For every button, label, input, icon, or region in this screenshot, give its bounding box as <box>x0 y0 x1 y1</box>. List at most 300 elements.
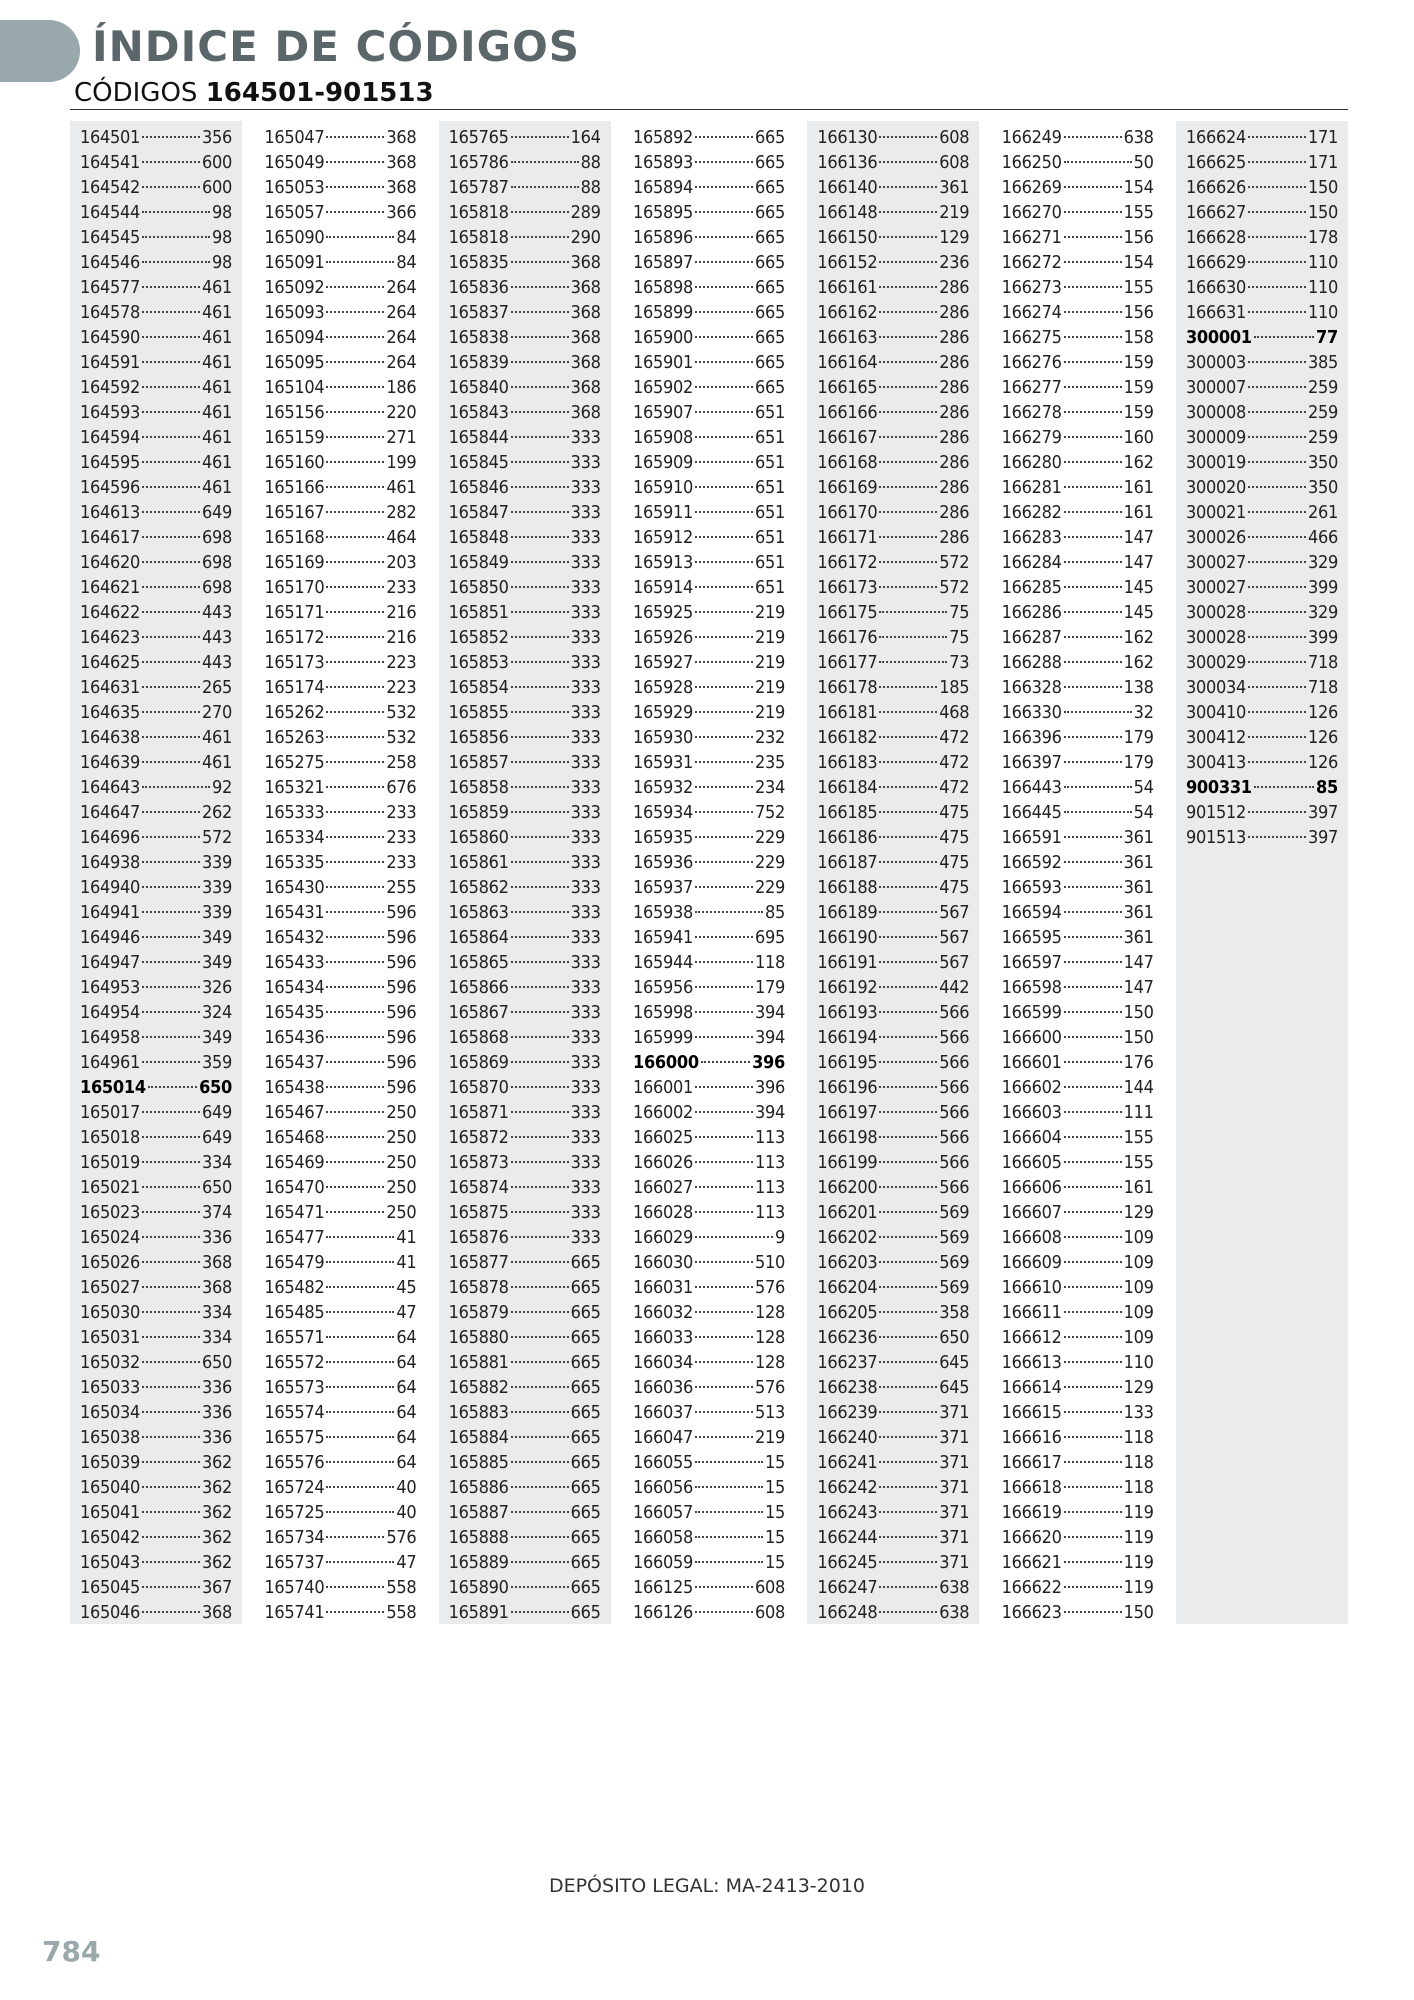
entry-code: 901512 <box>1185 802 1246 823</box>
entry-page: 264 <box>386 327 417 348</box>
entry-leader-dots <box>1248 636 1306 638</box>
entry-page: 651 <box>754 427 785 448</box>
index-entry <box>264 1375 416 1400</box>
entry-page: 567 <box>939 902 970 923</box>
entry-code: 166240 <box>817 1427 878 1448</box>
index-entry <box>80 1400 232 1425</box>
index-entry <box>1002 1100 1154 1125</box>
entry-page: 567 <box>939 927 970 948</box>
entry-leader-dots <box>326 911 384 913</box>
entry-code: 165467 <box>264 1102 325 1123</box>
index-entry <box>80 875 232 900</box>
entry-code: 165104 <box>264 377 325 398</box>
entry-leader-dots <box>142 1136 200 1138</box>
entry-leader-dots <box>879 686 937 688</box>
entry-code: 165941 <box>632 927 693 948</box>
entry-page: 349 <box>201 1027 232 1048</box>
index-entry <box>1002 725 1154 750</box>
entry-code: 300019 <box>1185 452 1246 473</box>
entry-code: 165999 <box>632 1027 693 1048</box>
entry-leader-dots <box>326 1136 384 1138</box>
index-entry <box>264 775 416 800</box>
entry-page: 368 <box>570 402 601 423</box>
entry-page: 47 <box>396 1552 417 1573</box>
entry-leader-dots <box>701 1061 750 1063</box>
index-entry <box>1002 1575 1154 1600</box>
entry-leader-dots <box>511 736 569 738</box>
entry-code: 166164 <box>817 352 878 373</box>
entry-code: 165014 <box>80 1077 146 1098</box>
entry-leader-dots <box>1248 436 1306 438</box>
entry-page: 333 <box>570 902 601 923</box>
entry-code: 165818 <box>448 227 509 248</box>
entry-page: 164 <box>570 127 601 148</box>
entry-leader-dots <box>142 511 200 513</box>
index-entry <box>633 700 785 725</box>
entry-leader-dots <box>695 736 753 738</box>
entry-code: 165740 <box>264 1577 325 1598</box>
index-entry <box>80 1575 232 1600</box>
entry-code: 165885 <box>448 1452 509 1473</box>
entry-code: 164961 <box>80 1052 141 1073</box>
entry-leader-dots <box>1248 836 1306 838</box>
entry-leader-dots <box>695 836 753 838</box>
entry-page: 333 <box>570 777 601 798</box>
index-entry <box>633 175 785 200</box>
entry-leader-dots <box>511 811 569 813</box>
index-entry <box>817 675 969 700</box>
entry-page: 569 <box>939 1202 970 1223</box>
entry-leader-dots <box>142 786 210 788</box>
entry-page: 333 <box>570 677 601 698</box>
entry-code: 164643 <box>80 777 141 798</box>
entry-leader-dots <box>142 1186 200 1188</box>
entry-page: 64 <box>396 1452 417 1473</box>
entry-leader-dots <box>142 336 200 338</box>
index-entry <box>80 700 232 725</box>
entry-page: 233 <box>386 577 417 598</box>
entry-page: 362 <box>201 1452 232 1473</box>
entry-leader-dots <box>326 1386 394 1388</box>
entry-page: 250 <box>386 1127 417 1148</box>
entry-leader-dots <box>695 436 753 438</box>
entry-page: 154 <box>1123 177 1154 198</box>
entry-leader-dots <box>142 436 200 438</box>
index-entry <box>633 475 785 500</box>
entry-leader-dots <box>511 1111 569 1113</box>
entry-code: 165334 <box>264 827 325 848</box>
entry-leader-dots <box>326 1511 394 1513</box>
index-entry <box>633 125 785 150</box>
index-entry <box>633 625 785 650</box>
entry-code: 165872 <box>448 1127 509 1148</box>
entry-page: 129 <box>1123 1202 1154 1223</box>
entry-code: 165900 <box>632 327 693 348</box>
entry-page: 385 <box>1307 352 1338 373</box>
entry-leader-dots <box>511 886 569 888</box>
entry-page: 219 <box>754 627 785 648</box>
index-entry <box>633 575 785 600</box>
index-entry <box>449 250 601 275</box>
index-entry <box>1186 775 1338 800</box>
entry-code: 165019 <box>80 1152 141 1173</box>
entry-leader-dots <box>142 211 210 213</box>
entry-leader-dots <box>879 336 937 338</box>
entry-leader-dots <box>1064 1161 1122 1163</box>
index-entry <box>80 125 232 150</box>
entry-code: 165875 <box>448 1202 509 1223</box>
entry-leader-dots <box>511 1236 569 1238</box>
entry-page: 566 <box>939 1027 970 1048</box>
entry-leader-dots <box>1248 761 1306 763</box>
entry-code: 166623 <box>1001 1602 1062 1623</box>
entry-leader-dots <box>326 836 384 838</box>
entry-page: 394 <box>754 1002 785 1023</box>
entry-leader-dots <box>511 611 569 613</box>
index-entry <box>633 600 785 625</box>
entry-leader-dots <box>326 436 384 438</box>
entry-page: 64 <box>396 1377 417 1398</box>
entry-leader-dots <box>1248 286 1306 288</box>
index-entry <box>449 625 601 650</box>
entry-page: 513 <box>754 1402 785 1423</box>
entry-page: 698 <box>201 527 232 548</box>
entry-leader-dots <box>879 1411 937 1413</box>
entry-page: 558 <box>386 1602 417 1623</box>
entry-page: 466 <box>1307 527 1338 548</box>
entry-code: 165864 <box>448 927 509 948</box>
index-entry <box>1002 1050 1154 1075</box>
entry-leader-dots <box>695 1211 753 1213</box>
entry-code: 166161 <box>817 277 878 298</box>
entry-page: 118 <box>1123 1452 1154 1473</box>
entry-leader-dots <box>879 1311 937 1313</box>
entry-code: 165912 <box>632 527 693 548</box>
entry-page: 329 <box>1307 552 1338 573</box>
entry-code: 166617 <box>1001 1452 1062 1473</box>
entry-leader-dots <box>511 411 569 413</box>
entry-page: 216 <box>386 627 417 648</box>
index-entry <box>264 1050 416 1075</box>
entry-code: 166593 <box>1001 877 1062 898</box>
entry-page: 472 <box>939 752 970 773</box>
index-entry <box>1186 175 1338 200</box>
entry-page: 113 <box>754 1127 785 1148</box>
entry-page: 333 <box>570 627 601 648</box>
entry-code: 165838 <box>448 327 509 348</box>
entry-leader-dots <box>879 1536 937 1538</box>
entry-leader-dots <box>511 1286 569 1288</box>
entry-code: 166203 <box>817 1252 878 1273</box>
entry-leader-dots <box>142 1486 200 1488</box>
index-entry <box>817 425 969 450</box>
index-entry <box>817 1375 969 1400</box>
entry-code: 166150 <box>817 227 878 248</box>
entry-page: 219 <box>754 652 785 673</box>
entry-code: 164595 <box>80 452 141 473</box>
index-entry <box>633 1025 785 1050</box>
entry-leader-dots <box>1064 1536 1122 1538</box>
entry-code: 165024 <box>80 1227 141 1248</box>
entry-page: 336 <box>201 1227 232 1248</box>
entry-leader-dots <box>695 336 753 338</box>
entry-code: 164635 <box>80 702 141 723</box>
entry-page: 333 <box>570 527 601 548</box>
index-column <box>70 121 242 1624</box>
entry-leader-dots <box>326 936 384 938</box>
index-entry <box>264 950 416 975</box>
page-title: ÍNDICE DE CÓDIGOS <box>92 22 581 71</box>
index-entry <box>817 925 969 950</box>
entry-page: 264 <box>386 277 417 298</box>
entry-code: 166136 <box>817 152 878 173</box>
index-entry <box>264 1525 416 1550</box>
entry-page: 665 <box>570 1252 601 1273</box>
entry-page: 161 <box>1123 502 1154 523</box>
entry-page: 250 <box>386 1152 417 1173</box>
index-entry <box>817 725 969 750</box>
entry-leader-dots <box>879 711 937 713</box>
entry-leader-dots <box>1248 211 1306 213</box>
entry-code: 166028 <box>632 1202 693 1223</box>
entry-leader-dots <box>142 636 200 638</box>
index-entry <box>633 500 785 525</box>
entry-code: 165938 <box>632 902 693 923</box>
entry-page: 333 <box>570 752 601 773</box>
entry-page: 472 <box>939 777 970 798</box>
index-entry <box>264 350 416 375</box>
entry-code: 165932 <box>632 777 693 798</box>
entry-code: 164545 <box>80 227 141 248</box>
index-entry <box>633 875 785 900</box>
entry-page: 475 <box>939 802 970 823</box>
entry-page: 333 <box>570 652 601 673</box>
entry-leader-dots <box>326 786 384 788</box>
index-entry <box>264 1425 416 1450</box>
entry-leader-dots <box>1248 686 1306 688</box>
index-entry <box>264 1025 416 1050</box>
index-entry <box>264 1225 416 1250</box>
index-entry <box>817 250 969 275</box>
entry-leader-dots <box>511 661 569 663</box>
entry-leader-dots <box>511 1086 569 1088</box>
index-entry <box>264 150 416 175</box>
entry-page: 368 <box>201 1252 232 1273</box>
entry-leader-dots <box>1064 336 1122 338</box>
entry-page: 154 <box>1123 252 1154 273</box>
index-entry <box>633 300 785 325</box>
entry-code: 165482 <box>264 1277 325 1298</box>
entry-page: 333 <box>570 827 601 848</box>
index-entry <box>449 900 601 925</box>
entry-page: 572 <box>939 552 970 573</box>
entry-code: 166604 <box>1001 1127 1062 1148</box>
entry-page: 566 <box>939 1127 970 1148</box>
entry-code: 300027 <box>1185 552 1246 573</box>
entry-code: 165851 <box>448 602 509 623</box>
entry-leader-dots <box>695 1611 753 1613</box>
entry-page: 475 <box>939 827 970 848</box>
entry-leader-dots <box>695 536 753 538</box>
entry-leader-dots <box>326 761 384 763</box>
entry-page: 98 <box>211 202 232 223</box>
entry-leader-dots <box>879 1261 937 1263</box>
index-entry <box>633 1500 785 1525</box>
entry-page: 85 <box>1316 777 1338 798</box>
entry-leader-dots <box>695 1186 753 1188</box>
index-entry <box>1002 325 1154 350</box>
index-entry <box>1002 300 1154 325</box>
entry-leader-dots <box>511 186 579 188</box>
entry-leader-dots <box>511 711 569 713</box>
entry-page: 349 <box>201 952 232 973</box>
index-entry <box>80 675 232 700</box>
entry-code: 165847 <box>448 502 509 523</box>
entry-page: 329 <box>1307 602 1338 623</box>
entry-code: 164593 <box>80 402 141 423</box>
entry-leader-dots <box>326 686 384 688</box>
entry-code: 165437 <box>264 1052 325 1073</box>
entry-page: 159 <box>1123 377 1154 398</box>
index-entry <box>264 1125 416 1150</box>
index-entry <box>449 425 601 450</box>
entry-leader-dots <box>326 186 384 188</box>
index-entry <box>817 325 969 350</box>
entry-leader-dots <box>695 186 753 188</box>
entry-page: 64 <box>396 1427 417 1448</box>
entry-leader-dots <box>326 1011 384 1013</box>
index-entry <box>449 325 601 350</box>
index-entry <box>817 150 969 175</box>
entry-leader-dots <box>1248 711 1306 713</box>
entry-leader-dots <box>879 236 937 238</box>
index-entry <box>449 575 601 600</box>
page-subtitle <box>74 76 434 110</box>
entry-code: 165901 <box>632 352 693 373</box>
entry-leader-dots <box>142 561 200 563</box>
index-entry <box>80 150 232 175</box>
index-entry <box>1002 775 1154 800</box>
entry-page: 368 <box>386 152 417 173</box>
entry-leader-dots <box>879 936 937 938</box>
entry-code: 166185 <box>817 802 878 823</box>
entry-leader-dots <box>1064 286 1122 288</box>
index-columns <box>70 121 1348 1624</box>
entry-page: 532 <box>386 727 417 748</box>
entry-page: 399 <box>1307 577 1338 598</box>
index-entry <box>1002 800 1154 825</box>
entry-page: 371 <box>939 1402 970 1423</box>
index-entry <box>264 1250 416 1275</box>
index-entry <box>80 950 232 975</box>
entry-code: 166037 <box>632 1402 693 1423</box>
entry-code: 165888 <box>448 1527 509 1548</box>
index-entry <box>80 1500 232 1525</box>
entry-leader-dots <box>879 761 937 763</box>
index-entry <box>80 925 232 950</box>
entry-code: 165935 <box>632 827 693 848</box>
index-entry <box>1002 525 1154 550</box>
entry-code: 164940 <box>80 877 141 898</box>
index-entry <box>1002 1525 1154 1550</box>
entry-code: 165572 <box>264 1352 325 1373</box>
index-entry <box>817 1150 969 1175</box>
entry-leader-dots <box>511 361 569 363</box>
entry-code: 165027 <box>80 1277 141 1298</box>
index-entry <box>633 1350 785 1375</box>
entry-leader-dots <box>1064 786 1132 788</box>
entry-leader-dots <box>511 386 569 388</box>
entry-code: 165485 <box>264 1302 325 1323</box>
entry-code: 165835 <box>448 252 509 273</box>
entry-code: 166611 <box>1001 1302 1062 1323</box>
index-entry <box>80 1300 232 1325</box>
entry-page: 394 <box>754 1027 785 1048</box>
index-entry <box>264 175 416 200</box>
index-entry <box>80 650 232 675</box>
entry-leader-dots <box>1064 661 1122 663</box>
entry-leader-dots <box>142 1311 200 1313</box>
entry-code: 165871 <box>448 1102 509 1123</box>
entry-leader-dots <box>1064 911 1122 913</box>
entry-page: 752 <box>754 802 785 823</box>
entry-page: 576 <box>754 1277 785 1298</box>
entry-code: 166184 <box>817 777 878 798</box>
entry-leader-dots <box>879 636 947 638</box>
index-entry <box>1186 225 1338 250</box>
entry-leader-dots <box>879 1561 937 1563</box>
entry-code: 165169 <box>264 552 325 573</box>
entry-leader-dots <box>879 1511 937 1513</box>
entry-page: 219 <box>754 1427 785 1448</box>
entry-leader-dots <box>326 1461 394 1463</box>
entry-page: 219 <box>754 677 785 698</box>
entry-page: 665 <box>570 1277 601 1298</box>
entry-leader-dots <box>511 261 569 263</box>
entry-leader-dots <box>142 1336 200 1338</box>
entry-leader-dots <box>326 1211 384 1213</box>
entry-code: 164578 <box>80 302 141 323</box>
entry-page: 155 <box>1123 277 1154 298</box>
entry-page: 665 <box>754 377 785 398</box>
index-entry <box>1186 750 1338 775</box>
index-entry <box>80 1175 232 1200</box>
index-entry <box>449 1225 601 1250</box>
entry-code: 166194 <box>817 1027 878 1048</box>
entry-leader-dots <box>879 1086 937 1088</box>
entry-page: 461 <box>201 352 232 373</box>
entry-page: 333 <box>570 1102 601 1123</box>
entry-code: 166152 <box>817 252 878 273</box>
entry-page: 368 <box>570 277 601 298</box>
index-entry <box>633 1275 785 1300</box>
entry-code: 165094 <box>264 327 325 348</box>
entry-page: 216 <box>386 602 417 623</box>
entry-page: 203 <box>386 552 417 573</box>
index-entry <box>449 1100 601 1125</box>
entry-page: 15 <box>764 1477 785 1498</box>
index-entry <box>449 200 601 225</box>
entry-leader-dots <box>142 1361 200 1363</box>
entry-page: 461 <box>201 452 232 473</box>
entry-leader-dots <box>695 661 753 663</box>
entry-leader-dots <box>695 1111 753 1113</box>
entry-code: 166166 <box>817 402 878 423</box>
index-entry <box>449 1250 601 1275</box>
entry-leader-dots <box>326 261 394 263</box>
entry-code: 900331 <box>1185 777 1252 798</box>
index-entry <box>817 900 969 925</box>
